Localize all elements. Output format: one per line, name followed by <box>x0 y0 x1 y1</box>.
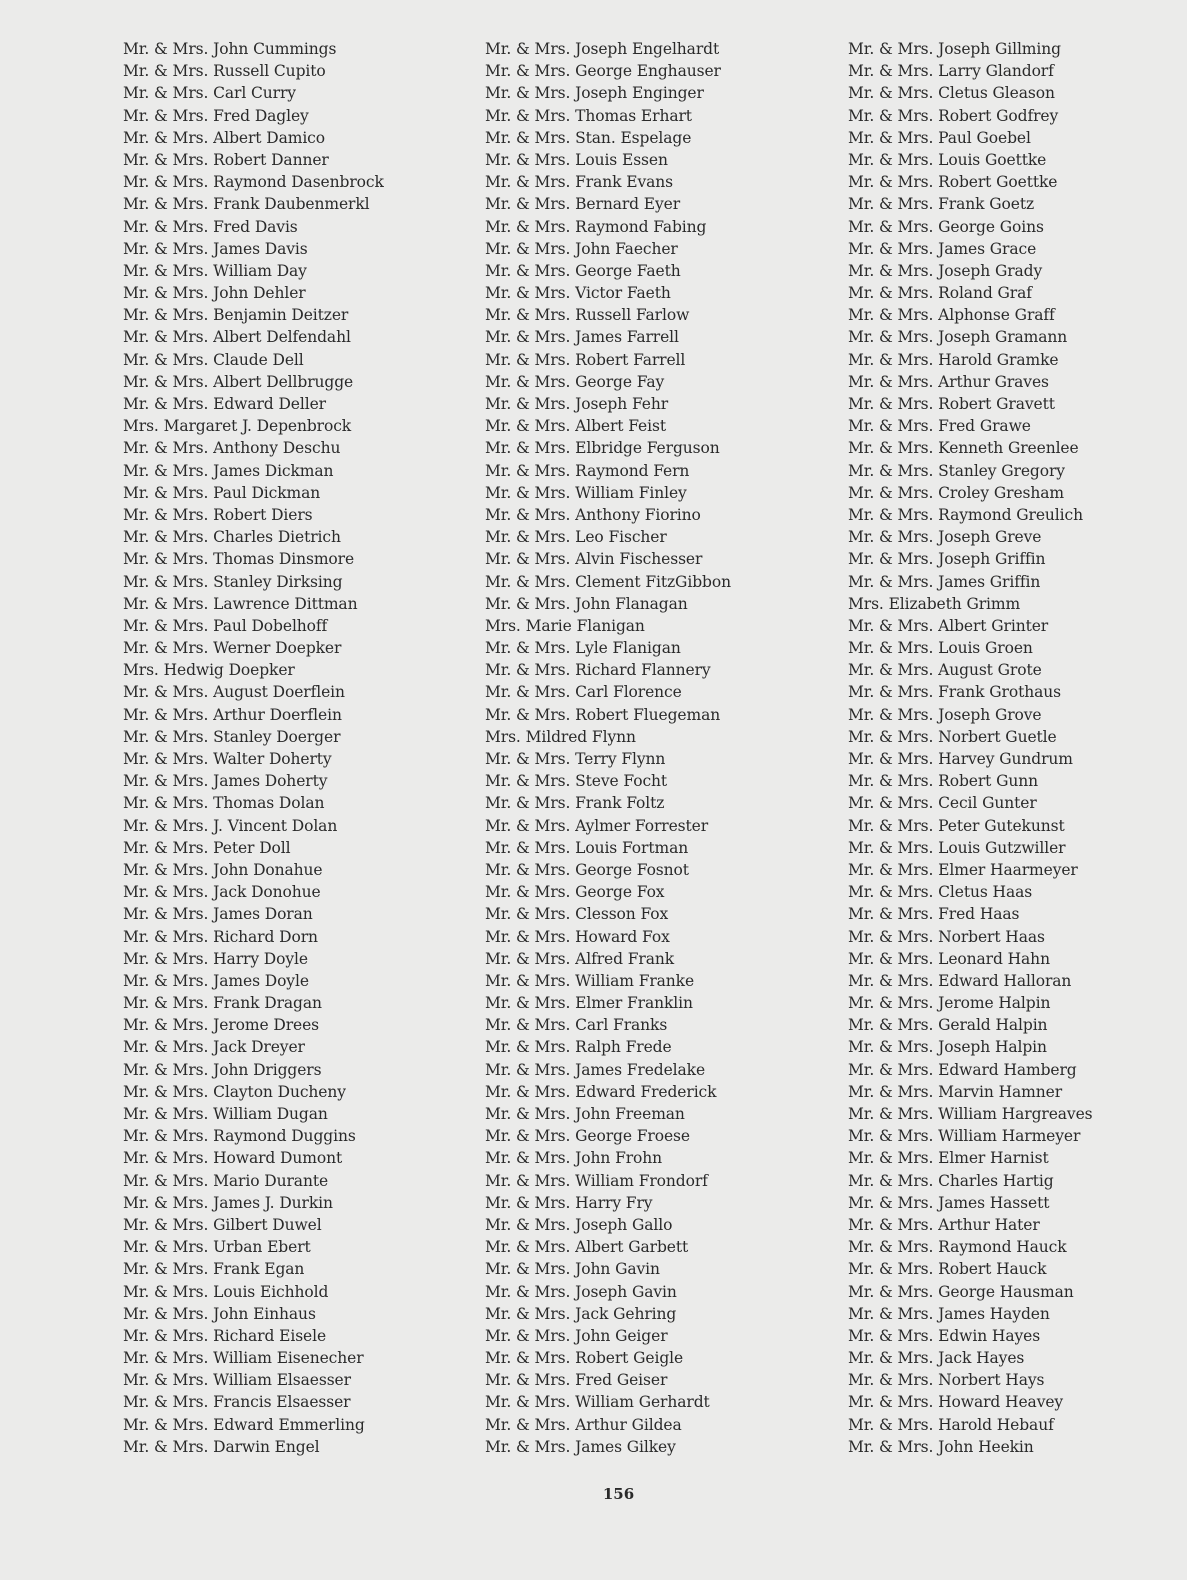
list-item: Mr. & Mrs. Robert Goettke <box>848 173 1058 192</box>
list-item: Mr. & Mrs. August Grote <box>848 661 1042 680</box>
page-number: 156 <box>602 1485 635 1503</box>
list-item: Mr. & Mrs. Albert Feist <box>485 417 666 436</box>
list-item: Mrs. Margaret J. Depenbrock <box>123 417 352 436</box>
list-item: Mr. & Mrs. Urban Ebert <box>123 1238 311 1257</box>
list-item: Mr. & Mrs. Harold Hebauf <box>848 1415 1054 1434</box>
list-item: Mr. & Mrs. Louis Groen <box>848 639 1033 658</box>
list-item: Mr. & Mrs. Larry Glandorf <box>848 62 1054 81</box>
list-item: Mr. & Mrs. Werner Doepker <box>123 639 342 658</box>
list-item: Mr. & Mrs. William Gerhardt <box>485 1393 710 1412</box>
list-item: Mr. & Mrs. Frank Evans <box>485 173 674 192</box>
list-item: Mr. & Mrs. James Grace <box>848 239 1037 258</box>
list-item: Mr. & Mrs. Thomas Erhart <box>485 106 692 125</box>
list-item: Mr. & Mrs. Lawrence Dittman <box>123 594 358 613</box>
list-item: Mr. & Mrs. Gilbert Duwel <box>123 1215 322 1234</box>
list-item: Mrs. Marie Flanigan <box>485 616 645 635</box>
list-item: Mr. & Mrs. William Dugan <box>123 1105 328 1123</box>
list-item: Mr. & Mrs. Raymond Fern <box>485 461 690 480</box>
list-item: Mr. & Mrs. Benjamin Deitzer <box>123 306 349 325</box>
list-item: Mr. & Mrs. Stanley Doerger <box>123 727 341 746</box>
list-item: Mr. & Mrs. John Flanagan <box>485 594 688 613</box>
list-item: Mr. & Mrs. John Einhaus <box>123 1304 316 1323</box>
list-item: Mr. & Mrs. Arthur Doerflein <box>123 705 342 724</box>
list-item: Mr. & Mrs. Roland Graf <box>848 284 1032 303</box>
list-item: Mr. & Mrs. Clement FitzGibbon <box>485 572 731 591</box>
list-item: Mr. & Mrs. Paul Dobelhoff <box>123 616 328 635</box>
list-item: Mr. & Mrs. George Goins <box>848 217 1044 236</box>
list-item: Mr. & Mrs. Albert Dellbrugge <box>123 372 354 391</box>
list-item: Mr. & Mrs. Richard Eisele <box>123 1326 327 1345</box>
list-item: Mr. & Mrs. Frank Dragan <box>123 994 322 1013</box>
list-item: Mr. & Mrs. Thomas Dinsmore <box>123 550 355 569</box>
list-item: Mr. & Mrs. Leonard Hahn <box>848 949 1050 968</box>
list-item: Mr. & Mrs. Carl Curry <box>123 84 296 103</box>
list-item: Mr. & Mrs. William Finley <box>485 483 687 502</box>
list-item: Mr. & Mrs. George Enghauser <box>485 62 721 81</box>
list-item: Mrs. Hedwig Doepker <box>123 661 295 680</box>
list-item: Mr. & Mrs. Leo Fischer <box>485 528 667 547</box>
list-item: Mr. & Mrs. James Farrell <box>485 328 679 347</box>
list-item: Mr. & Mrs. Howard Dumont <box>123 1149 343 1168</box>
list-item: Mr. & Mrs. Marvin Hamner <box>848 1082 1063 1101</box>
list-item: Mr. & Mrs. George Faeth <box>485 261 681 280</box>
list-item: Mr. & Mrs. Louis Goettke <box>848 150 1047 169</box>
list-item: Mr. & Mrs. Raymond Fabing <box>485 217 707 236</box>
list-item: Mr. & Mrs. Albert Delfendahl <box>123 328 351 347</box>
list-item: Mr. & Mrs. Joseph Gavin <box>485 1282 677 1301</box>
list-item: Mr. & Mrs. Joseph Enginger <box>485 84 704 103</box>
list-item: Mr. & Mrs. William Day <box>123 261 307 280</box>
list-item: Mr. & Mrs. Louis Eichhold <box>123 1282 329 1301</box>
list-item: Mr. & Mrs. Croley Gresham <box>848 483 1064 502</box>
list-item: Mr. & Mrs. James Doran <box>123 905 313 924</box>
list-item: Mr. & Mrs. Jerome Halpin <box>848 994 1051 1013</box>
list-item: Mr. & Mrs. George Fosnot <box>485 860 689 879</box>
list-item: Mr. & Mrs. Fred Davis <box>123 217 298 236</box>
list-item: Mr. & Mrs. Arthur Graves <box>848 372 1049 391</box>
list-item: Mrs. Elizabeth Grimm <box>848 594 1021 613</box>
list-item: Mr. & Mrs. Carl Florence <box>485 683 682 702</box>
list-item: Mr. & Mrs. Clayton Ducheny <box>123 1082 346 1101</box>
list-item: Mr. & Mrs. Bernard Eyer <box>485 195 681 214</box>
list-item: Mr. & Mrs. Fred Haas <box>848 905 1020 924</box>
list-item: Mr. & Mrs. Stanley Dirksing <box>123 572 343 591</box>
list-item: Mr. & Mrs. Jerome Drees <box>123 1016 320 1035</box>
list-item: Mr. & Mrs. Peter Doll <box>123 838 291 857</box>
list-item: Mr. & Mrs. Richard Flannery <box>485 661 711 680</box>
list-item: Mr. & Mrs. James Gilkey <box>485 1437 676 1456</box>
list-item: Mr. & Mrs. Robert Gravett <box>848 395 1055 413</box>
list-item: Mr. & Mrs. Frank Egan <box>123 1260 305 1279</box>
list-item: Mr. & Mrs. Norbert Hays <box>848 1371 1045 1390</box>
list-item: Mr. & Mrs. Jack Hayes <box>848 1349 1025 1368</box>
list-item: Mr. & Mrs. Peter Gutekunst <box>848 816 1065 835</box>
list-item: Mr. & Mrs. William Elsaesser <box>123 1371 351 1390</box>
list-item: Mr. & Mrs. James Fredelake <box>485 1060 706 1079</box>
list-item: Mr. & Mrs. James J. Durkin <box>123 1193 333 1212</box>
list-item: Mr. & Mrs. Joseph Grady <box>848 261 1043 280</box>
list-item: Mr. & Mrs. Fred Dagley <box>123 106 309 125</box>
list-item: Mr. & Mrs. John Faecher <box>485 239 678 258</box>
list-item: Mr. & Mrs. Charles Hartig <box>848 1171 1054 1190</box>
list-item: Mr. & Mrs. Robert Diers <box>123 505 313 524</box>
list-item: Mr. & Mrs. Jack Dreyer <box>123 1038 305 1057</box>
list-item: Mr. & Mrs. Edward Halloran <box>848 971 1072 990</box>
list-item: Mr. & Mrs. Russell Farlow <box>485 306 690 325</box>
list-item: Mr. & Mrs. Robert Hauck <box>848 1260 1047 1279</box>
list-item: Mr. & Mrs. Edward Emmerling <box>123 1415 365 1434</box>
list-item: Mr. & Mrs. John Cummings <box>123 40 337 58</box>
list-item: Mr. & Mrs. Raymond Duggins <box>123 1127 356 1146</box>
list-item: Mr. & Mrs. John Geiger <box>485 1326 668 1345</box>
list-item: Mr. & Mrs. Joseph Halpin <box>848 1038 1047 1057</box>
list-item: Mr. & Mrs. Harold Gramke <box>848 350 1059 369</box>
list-item: Mr. & Mrs. James Doherty <box>123 772 328 791</box>
list-item: Mr. & Mrs. James Hassett <box>848 1193 1050 1212</box>
list-item: Mr. & Mrs. Cletus Haas <box>848 883 1033 902</box>
list-item: Mr. & Mrs. Frank Goetz <box>848 195 1035 214</box>
name-column-middle <box>485 38 731 1458</box>
list-item: Mr. & Mrs. Joseph Engelhardt <box>485 40 720 58</box>
list-item: Mr. & Mrs. Carl Franks <box>485 1016 668 1035</box>
list-item: Mr. & Mrs. Harry Doyle <box>123 949 308 968</box>
list-item: Mr. & Mrs. William Hargreaves <box>848 1105 1093 1123</box>
list-item: Mr. & Mrs. James Davis <box>123 239 308 258</box>
list-item: Mr. & Mrs. Arthur Hater <box>848 1215 1040 1234</box>
list-item: Mr. & Mrs. Jack Donohue <box>123 883 321 902</box>
list-item: Mr. & Mrs. J. Vincent Dolan <box>123 816 338 835</box>
list-item: Mr. & Mrs. Gerald Halpin <box>848 1016 1048 1035</box>
list-item: Mr. & Mrs. Joseph Gillming <box>848 40 1061 58</box>
list-item: Mr. & Mrs. Edwin Hayes <box>848 1326 1041 1345</box>
list-item: Mr. & Mrs. James Hayden <box>848 1304 1050 1323</box>
list-item: Mr. & Mrs. William Franke <box>485 971 695 990</box>
list-item: Mr. & Mrs. Cletus Gleason <box>848 84 1055 103</box>
list-item: Mr. & Mrs. Mario Durante <box>123 1171 329 1190</box>
list-item: Mr. & Mrs. Ralph Frede <box>485 1038 672 1057</box>
list-item: Mr. & Mrs. Frank Grothaus <box>848 683 1061 702</box>
list-item: Mr. & Mrs. Norbert Haas <box>848 927 1045 946</box>
list-item: Mr. & Mrs. Walter Doherty <box>123 750 332 768</box>
list-item: Mr. & Mrs. Howard Fox <box>485 927 670 946</box>
list-item: Mr. & Mrs. Fred Grawe <box>848 417 1031 436</box>
list-item: Mr. & Mrs. John Driggers <box>123 1060 322 1079</box>
list-item: Mr. & Mrs. Alphonse Graff <box>848 306 1055 325</box>
list-item: Mr. & Mrs. John Donahue <box>123 860 323 879</box>
list-item: Mr. & Mrs. Joseph Gallo <box>485 1215 673 1234</box>
list-item: Mr. & Mrs. James Griffin <box>848 572 1041 591</box>
name-column-left <box>123 38 384 1458</box>
list-item: Mr. & Mrs. Elmer Haarmeyer <box>848 860 1078 879</box>
list-item: Mr. & Mrs. Norbert Guetle <box>848 727 1057 746</box>
list-item: Mr. & Mrs. August Doerflein <box>123 683 345 702</box>
list-item: Mr. & Mrs. Elmer Harnist <box>848 1149 1049 1168</box>
list-item: Mr. & Mrs. Elbridge Ferguson <box>485 439 720 458</box>
list-item: Mr. & Mrs. Edward Frederick <box>485 1082 717 1101</box>
list-item: Mr. & Mrs. Joseph Griffin <box>848 550 1046 569</box>
list-item: Mr. & Mrs. Louis Gutzwiller <box>848 838 1066 857</box>
list-item: Mr. & Mrs. Claude Dell <box>123 350 304 369</box>
list-item: Mr. & Mrs. Alvin Fischesser <box>485 550 703 569</box>
list-item: Mr. & Mrs. James Dickman <box>123 461 334 480</box>
list-item: Mr. & Mrs. George Fox <box>485 883 665 902</box>
list-item: Mr. & Mrs. Harvey Gundrum <box>848 750 1073 768</box>
list-item: Mr. & Mrs. George Froese <box>485 1127 690 1146</box>
list-item: Mr. & Mrs. Robert Fluegeman <box>485 705 721 724</box>
list-item: Mr. & Mrs. George Fay <box>485 372 665 391</box>
list-item: Mr. & Mrs. Steve Focht <box>485 772 668 791</box>
list-item: Mr. & Mrs. John Heekin <box>848 1437 1034 1456</box>
list-item: Mr. & Mrs. Harry Fry <box>485 1193 653 1212</box>
list-item: Mr. & Mrs. James Doyle <box>123 971 309 990</box>
list-item: Mr. & Mrs. Thomas Dolan <box>123 794 325 813</box>
list-item: Mr. & Mrs. Cecil Gunter <box>848 794 1037 813</box>
list-item: Mr. & Mrs. Joseph Gramann <box>848 328 1068 347</box>
list-item: Mr. & Mrs. Raymond Hauck <box>848 1238 1067 1257</box>
list-item: Mr. & Mrs. Raymond Greulich <box>848 505 1083 524</box>
list-item: Mr. & Mrs. Edward Deller <box>123 395 326 413</box>
list-item: Mr. & Mrs. Robert Gunn <box>848 772 1039 791</box>
list-item: Mr. & Mrs. Jack Gehring <box>485 1304 677 1323</box>
list-item: Mr. & Mrs. Robert Danner <box>123 150 329 169</box>
name-column-right <box>848 38 1093 1458</box>
list-item: Mr. & Mrs. Arthur Gildea <box>485 1415 682 1434</box>
list-item: Mr. & Mrs. Victor Faeth <box>485 284 671 303</box>
list-item: Mr. & Mrs. John Gavin <box>485 1260 660 1279</box>
list-item: Mrs. Mildred Flynn <box>485 727 636 746</box>
list-item: Mr. & Mrs. Lyle Flanigan <box>485 639 681 658</box>
list-item: Mr. & Mrs. Alfred Frank <box>485 949 675 968</box>
list-item: Mr. & Mrs. Stanley Gregory <box>848 461 1065 480</box>
list-item: Mr. & Mrs. Kenneth Greenlee <box>848 439 1079 458</box>
list-item: Mr. & Mrs. Fred Geiser <box>485 1371 668 1390</box>
list-item: Mr. & Mrs. William Frondorf <box>485 1171 708 1190</box>
list-item: Mr. & Mrs. Louis Essen <box>485 150 668 169</box>
list-item: Mr. & Mrs. Joseph Grove <box>848 705 1042 724</box>
list-item: Mr. & Mrs. William Harmeyer <box>848 1127 1081 1146</box>
list-item: Mr. & Mrs. Albert Grinter <box>848 616 1049 635</box>
list-item: Mr. & Mrs. John Dehler <box>123 284 306 303</box>
list-item: Mr. & Mrs. Anthony Deschu <box>123 439 341 458</box>
list-item: Mr. & Mrs. Robert Geigle <box>485 1349 684 1368</box>
list-item: Mr. & Mrs. Elmer Franklin <box>485 994 693 1013</box>
list-item: Mr. & Mrs. Paul Dickman <box>123 483 321 502</box>
list-item: Mr. & Mrs. Darwin Engel <box>123 1437 320 1456</box>
list-item: Mr. & Mrs. Louis Fortman <box>485 838 689 857</box>
list-item: Mr. & Mrs. Albert Damico <box>123 128 325 147</box>
list-item: Mr. & Mrs. Edward Hamberg <box>848 1060 1077 1079</box>
list-item: Mr. & Mrs. Joseph Fehr <box>485 395 669 413</box>
list-item: Mr. & Mrs. John Freeman <box>485 1105 685 1123</box>
list-item: Mr. & Mrs. Albert Garbett <box>485 1238 689 1257</box>
list-item: Mr. & Mrs. Robert Farrell <box>485 350 686 369</box>
list-item: Mr. & Mrs. Charles Dietrich <box>123 528 341 547</box>
list-item: Mr. & Mrs. Richard Dorn <box>123 927 318 946</box>
list-item: Mr. & Mrs. Clesson Fox <box>485 905 669 924</box>
list-item: Mr. & Mrs. Raymond Dasenbrock <box>123 173 384 192</box>
list-item: Mr. & Mrs. Paul Goebel <box>848 128 1031 147</box>
list-item: Mr. & Mrs. Russell Cupito <box>123 62 326 81</box>
list-item: Mr. & Mrs. George Hausman <box>848 1282 1074 1301</box>
list-item: Mr. & Mrs. Terry Flynn <box>485 750 666 768</box>
list-item: Mr. & Mrs. Robert Godfrey <box>848 106 1059 125</box>
list-item: Mr. & Mrs. William Eisenecher <box>123 1349 364 1368</box>
list-item: Mr. & Mrs. Joseph Greve <box>848 528 1042 547</box>
list-item: Mr. & Mrs. Howard Heavey <box>848 1393 1064 1412</box>
list-item: Mr. & Mrs. Frank Foltz <box>485 794 665 813</box>
list-item: Mr. & Mrs. John Frohn <box>485 1149 663 1168</box>
list-item: Mr. & Mrs. Aylmer Forrester <box>485 816 709 835</box>
list-item: Mr. & Mrs. Stan. Espelage <box>485 128 692 147</box>
list-item: Mr. & Mrs. Frank Daubenmerkl <box>123 195 370 214</box>
list-item: Mr. & Mrs. Anthony Fiorino <box>485 505 701 524</box>
list-item: Mr. & Mrs. Francis Elsaesser <box>123 1393 351 1412</box>
